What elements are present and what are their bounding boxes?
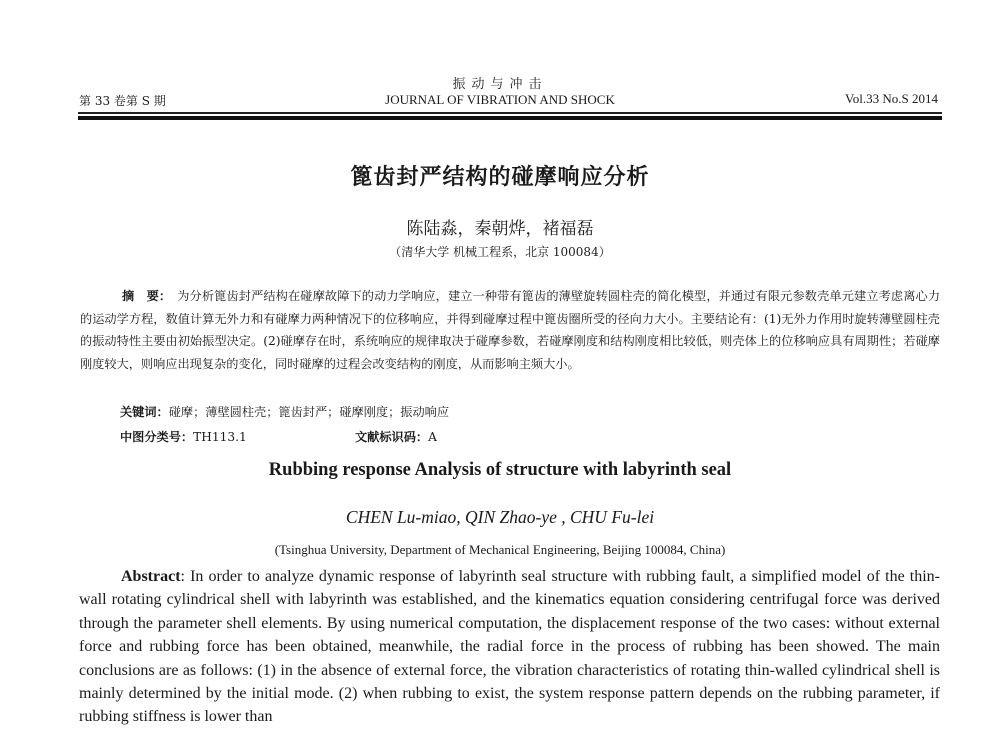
keywords-cn: [120, 403, 449, 420]
paper-title-cn: 篦齿封严结构的碰摩响应分析: [350, 165, 650, 190]
classification-label: 中图分类号：: [120, 430, 194, 444]
keywords-cn-text: 碰摩；薄壁圆柱壳；篦齿封严；碰摩刚度；振动响应: [168, 405, 450, 419]
abstract-cn: [80, 285, 940, 375]
classification-number: [120, 428, 247, 445]
document-code: [355, 428, 437, 445]
paper-title-en: Rubbing response Analysis of structure with labyrinth seal: [268, 460, 732, 480]
abstract-en-label: Abstract: [121, 568, 181, 585]
authors-cn: 陈陆淼，秦朝烨，褚福磊: [406, 219, 594, 239]
keywords-cn-label: 关键词：: [120, 405, 169, 419]
journal-name-cn: 振动与冲击: [452, 77, 548, 92]
abstract-cn-text: 为分析篦齿封严结构在碰摩故障下的动力学响应，建立一种带有篦齿的薄壁旋转圆柱壳的简化模型，并通过有限元参数壳单元建立考虑离心力的运动学方程，数值计算无外力和有碰摩力两种情况下的位移响应，并得到碰摩过程中篦齿圈所受的径向力大小。主要结论有：(1)无外力作用时旋转薄壁圆柱壳的振动特性主要由初始振型决定。(2)碰摩存在时，系统响应的规律取决于碰摩参数，若碰摩刚度和结构刚度相比较低，则壳体上的位移响应具有周期性；若碰摩刚度较大，则响应出现复杂的变化，同时碰摩的过程会改变结构的刚度，从而影响主频大小。: [80, 289, 941, 371]
volume-issue-en: Vol.33 No.S 2014: [845, 91, 938, 106]
abstract-en-text: : In order to analyze dynamic response of labyrinth seal structure with rubbing fault, a simplified model of the thin-wall rotating cylindrical shell with labyrinth was established, and the kinematics equation considering centrifugal force was derived through the parameter shell elements. By using numerical computation, the displacement response of the two cases: without external force and rubbing force has been obtained, meanwhile, the radial force in the process of rubbing has been showed. The main conclusions are as follows: (1) in the absence of external force, the vibration characteristics of rotating thin-walled cylindrical shell is mainly determined by the initial mode. (2) when rubbing to exist, the system response pattern depends on the rubbing parameter, if rubbing stiffness is lower than: [79, 568, 940, 726]
affiliation-en: (Tsinghua University, Department of Mechanical Engineering, Beijing 100084, China): [274, 542, 726, 557]
header-rule-thick: [78, 116, 942, 120]
document-code-label: 文献标识码：: [355, 430, 429, 444]
volume-issue-cn: 第 33 卷第 S 期: [79, 94, 166, 108]
document-code-value: A: [428, 430, 437, 444]
abstract-en: [79, 565, 940, 729]
journal-name-en: JOURNAL OF VIBRATION AND SHOCK: [385, 92, 615, 107]
header-rule-thin: [78, 112, 942, 114]
authors-en: CHEN Lu-miao, QIN Zhao-ye , CHU Fu-lei: [345, 507, 655, 527]
affiliation-cn: （清华大学 机械工程系，北京 100084）: [389, 245, 611, 259]
classification-value: TH113.1: [193, 430, 247, 444]
abstract-cn-label: 摘 要：: [122, 289, 172, 303]
